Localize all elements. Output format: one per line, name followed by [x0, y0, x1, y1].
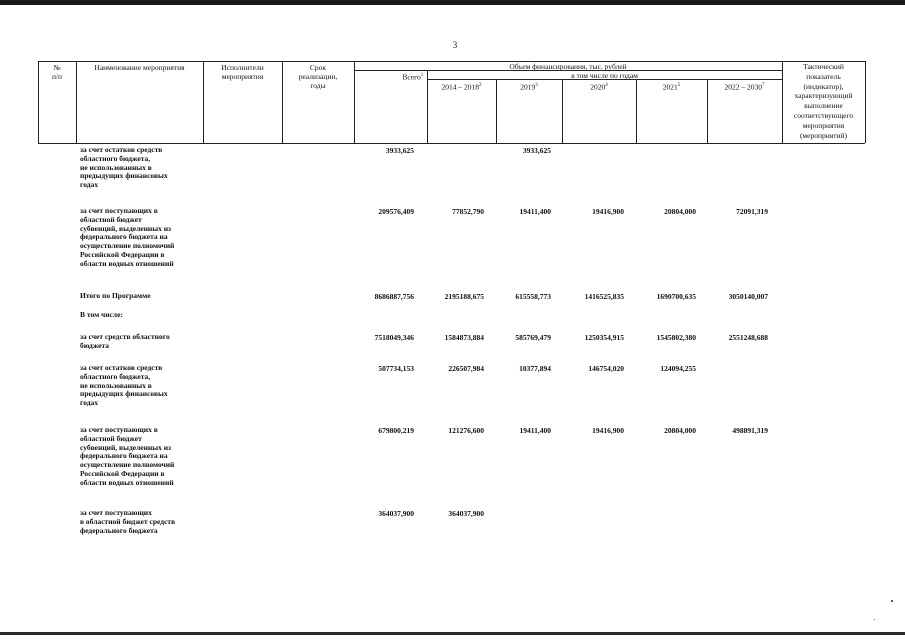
row-value: 10377,894 [519, 364, 551, 373]
header-bottom-border [38, 143, 865, 144]
row-value: 19411,400 [519, 426, 551, 435]
year-sup: 7 [762, 83, 765, 88]
row-value: 679800,219 [378, 426, 414, 435]
row-value: 2195188,675 [444, 292, 484, 301]
row-value: 8686887,756 [374, 292, 414, 301]
row-value: 3933,625 [385, 146, 414, 155]
header-year-0 [427, 81, 496, 92]
year-label: 2020 [590, 82, 606, 92]
row-value: 146754,020 [588, 364, 624, 373]
header-year-4 [707, 81, 782, 92]
header-year-3 [636, 81, 707, 92]
year-sup: 2 [479, 83, 482, 88]
header-total [354, 71, 427, 82]
row-value: 124094,255 [660, 364, 696, 373]
row-label: Итого по Программе [80, 291, 151, 300]
year-label: 2022 – 2030 [724, 82, 762, 92]
header-total-text: Всего [402, 72, 421, 82]
row-value: 19416,900 [592, 207, 624, 216]
row-label: за счет поступающих в областной бюджет субвенций, выделенных из федерального бюджета на осуществление полномочий Российской Федерации в области водных отношений [80, 206, 175, 268]
header-funding-title: Объем финансирования, тыс. рублей [509, 62, 627, 71]
row-value: 1416525,835 [584, 292, 624, 301]
row-value: 3050140,007 [728, 292, 768, 301]
row-value: 498891,319 [732, 426, 768, 435]
row-value: 77852,790 [452, 207, 484, 216]
scan-edge-top [0, 0, 905, 5]
header-num: № п/п [51, 63, 63, 81]
row-value: 364037,900 [378, 509, 414, 518]
row-value: 2551248,688 [728, 333, 768, 342]
row-value: 7518049,346 [374, 333, 414, 342]
row-label: за счет средств областного бюджета [80, 332, 170, 350]
row-label: за счет остатков средств областного бюджета, не использованных в предыдущих финансовых годах [80, 363, 168, 408]
scan-speck [891, 600, 893, 602]
row-value: 507734,153 [378, 364, 414, 373]
row-value: 1584873,884 [444, 333, 484, 342]
row-value: 20804,000 [664, 207, 696, 216]
row-value: 19416,900 [592, 426, 624, 435]
col-line [76, 61, 77, 143]
row-value: 364037,900 [448, 509, 484, 518]
header-year-1 [496, 81, 562, 92]
header-indicator: Тактический показатель (индикатор), характеризующий выполнение соответствующего мероприятия (мероприятий) [793, 62, 854, 140]
header-name: Наименование мероприятия [94, 63, 185, 72]
row-value: 19411,400 [519, 207, 551, 216]
row-value: 3933,625 [522, 146, 551, 155]
row-value: 1690700,635 [656, 292, 696, 301]
row-value: 72091,319 [736, 207, 768, 216]
row-value: 209576,409 [378, 207, 414, 216]
row-value: 1250354,915 [584, 333, 624, 342]
year-sup: 4 [605, 83, 608, 88]
row-label: за счет поступающих в областной бюджет средств федерального бюджета [80, 508, 176, 535]
header-term: Срок реализации, годы [298, 63, 338, 90]
scan-speck [874, 619, 875, 620]
year-sup: 3 [535, 83, 538, 88]
row-label: за счет поступающих в областной бюджет субвенций, выделенных из федерального бюджета на осуществление полномочий Российской Федерации в области водных отношений [80, 425, 175, 487]
row-value: 585769,479 [515, 333, 551, 342]
header-year-2 [562, 81, 636, 92]
page-number: 3 [452, 40, 458, 50]
year-label: 2014 – 2018 [441, 82, 479, 92]
scan-edge-bottom [0, 632, 905, 635]
row-value: 1545802,380 [656, 333, 696, 342]
header-by-years: в том числе по годам [571, 71, 638, 80]
row-value: 226507,984 [448, 364, 484, 373]
row-label: за счет остатков средств областного бюджета, не использованных в предыдущих финансовых годах [80, 145, 168, 190]
col-line [865, 61, 866, 143]
year-label: 2019 [520, 82, 536, 92]
year-sup: 5 [677, 83, 681, 88]
row-value: 121276,600 [448, 426, 484, 435]
row-value: 20804,000 [664, 426, 696, 435]
header-executors: Исполнители мероприятия [221, 63, 264, 81]
row-label: В том числе: [80, 310, 123, 319]
row-value: 615558,773 [515, 292, 551, 301]
year-label: 2021 [662, 82, 678, 92]
header-total-sup: 1 [420, 73, 424, 78]
